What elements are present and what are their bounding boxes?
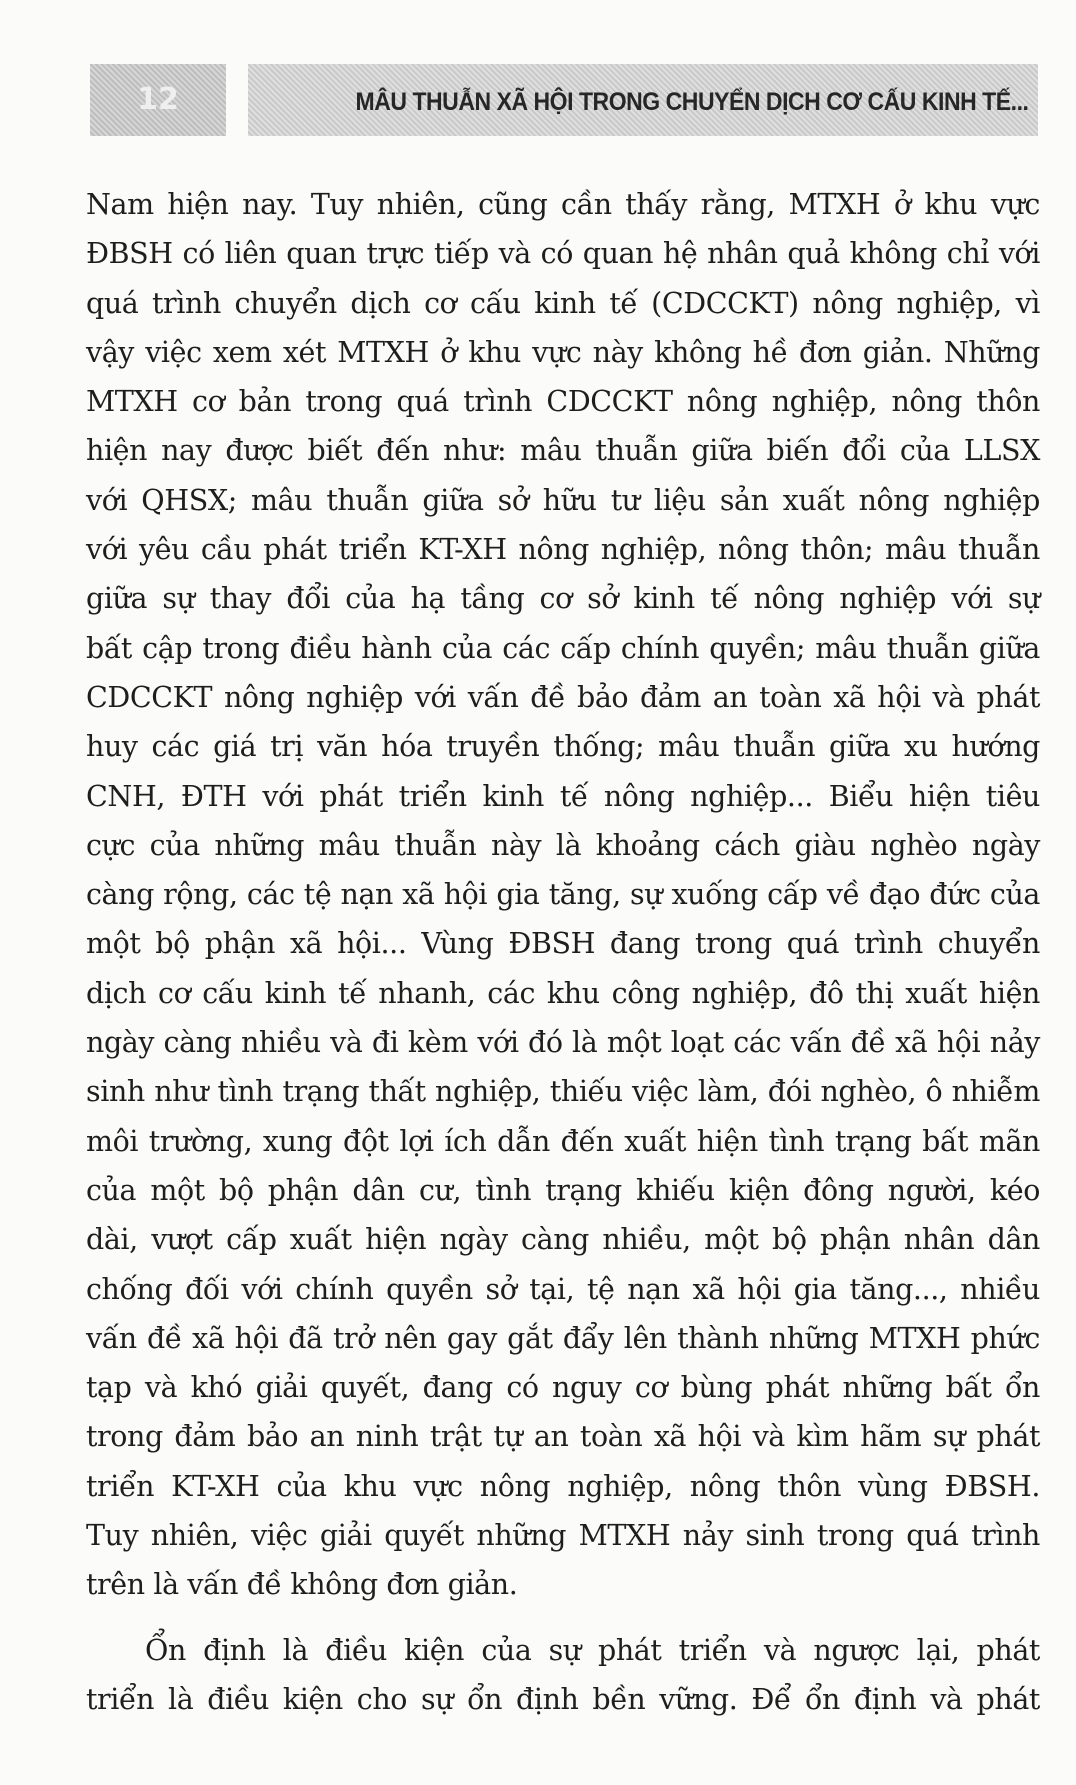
text-line: CDCCKT nông nghiệp với vấn đề bảo đảm an toàn xã hội và phát	[86, 680, 1040, 714]
running-title-box	[248, 64, 1038, 136]
text-line: trong đảm bảo an ninh trật tự an toàn xã hội và kìm hãm sự phát	[86, 1420, 1040, 1454]
text-line: sinh như tình trạng thất nghiệp, thiếu việc làm, đói nghèo, ô nhiễm	[86, 1075, 1040, 1109]
text-line: môi trường, xung đột lợi ích dẫn đến xuất hiện tình trạng bất mãn	[86, 1124, 1040, 1158]
text-line: quá trình chuyển dịch cơ cấu kinh tế (CDCCKT) nông nghiệp, vì	[86, 286, 1040, 320]
paragraph	[86, 180, 1040, 1610]
text-line: một bộ phận xã hội... Vùng ĐBSH đang trong quá trình chuyển	[86, 927, 1040, 961]
text-line: ĐBSH có liên quan trực tiếp và có quan hệ nhân quả không chỉ với	[86, 237, 1040, 271]
running-title: MÂU THUẪN XÃ HỘI TRONG CHUYỂN DỊCH CƠ CẤU KINH TẾ...	[355, 88, 1028, 116]
paragraph-gap	[86, 1610, 1040, 1626]
text-line: huy các giá trị văn hóa truyền thống; mâu thuẫn giữa xu hướng	[86, 730, 1040, 764]
text-line: Nam hiện nay. Tuy nhiên, cũng cần thấy rằng, MTXH ở khu vực	[86, 188, 1040, 221]
text-line: giữa sự thay đổi của hạ tầng cơ sở kinh tế nông nghiệp với sự	[86, 582, 1040, 616]
text-line: hiện nay được biết đến như: mâu thuẫn giữa biến đổi của LLSX	[86, 434, 1040, 468]
text-line: tạp và khó giải quyết, đang có nguy cơ bùng phát những bất ổn	[86, 1371, 1040, 1405]
text-line: của một bộ phận dân cư, tình trạng khiếu kiện đông người, kéo	[86, 1173, 1040, 1207]
text-line: Tuy nhiên, việc giải quyết những MTXH nảy sinh trong quá trình	[86, 1519, 1040, 1553]
page-number: 12	[137, 82, 179, 117]
text-line: bất cập trong điều hành của các cấp chính quyền; mâu thuẫn giữa	[86, 631, 1040, 665]
text-line: dài, vượt cấp xuất hiện ngày càng nhiều, một bộ phận nhân dân	[86, 1223, 1040, 1257]
page-number-box	[90, 64, 226, 136]
text-line: vậy việc xem xét MTXH ở khu vực này không hề đơn giản. Những	[86, 335, 1040, 369]
text-line: dịch cơ cấu kinh tế nhanh, các khu công nghiệp, đô thị xuất hiện	[86, 976, 1040, 1010]
text-line: vấn đề xã hội đã trở nên gay gắt đẩy lên thành những MTXH phức	[86, 1321, 1040, 1355]
text-line: với yêu cầu phát triển KT-XH nông nghiệp, nông thôn; mâu thuẫn	[86, 533, 1040, 567]
text-line: càng rộng, các tệ nạn xã hội gia tăng, sự xuống cấp về đạo đức của	[86, 878, 1040, 912]
text-line: ngày càng nhiều và đi kèm với đó là một loạt các vấn đề xã hội nảy	[86, 1026, 1040, 1060]
text-line: CNH, ĐTH với phát triển kinh tế nông nghiệp... Biểu hiện tiêu	[86, 779, 1040, 813]
text-line: cực của những mâu thuẫn này là khoảng cách giàu nghèo ngày	[86, 828, 1040, 862]
text-line: Ổn định là điều kiện của sự phát triển và ngược lại, phát	[145, 1633, 1040, 1667]
text-line: với QHSX; mâu thuẫn giữa sở hữu tư liệu sản xuất nông nghiệp	[86, 483, 1040, 517]
paragraph	[86, 1626, 1040, 1725]
page-header	[90, 64, 1038, 136]
body-text	[86, 180, 1040, 1724]
text-line: trên là vấn đề không đơn giản.	[86, 1568, 518, 1602]
text-line: MTXH cơ bản trong quá trình CDCCKT nông nghiệp, nông thôn	[86, 385, 1040, 419]
text-line: chống đối với chính quyền sở tại, tệ nạn xã hội gia tăng..., nhiều	[86, 1272, 1040, 1306]
text-line: triển KT-XH của khu vực nông nghiệp, nông thôn vùng ĐBSH.	[86, 1469, 1040, 1503]
text-line: triển là điều kiện cho sự ổn định bền vững. Để ổn định và phát	[86, 1682, 1040, 1716]
